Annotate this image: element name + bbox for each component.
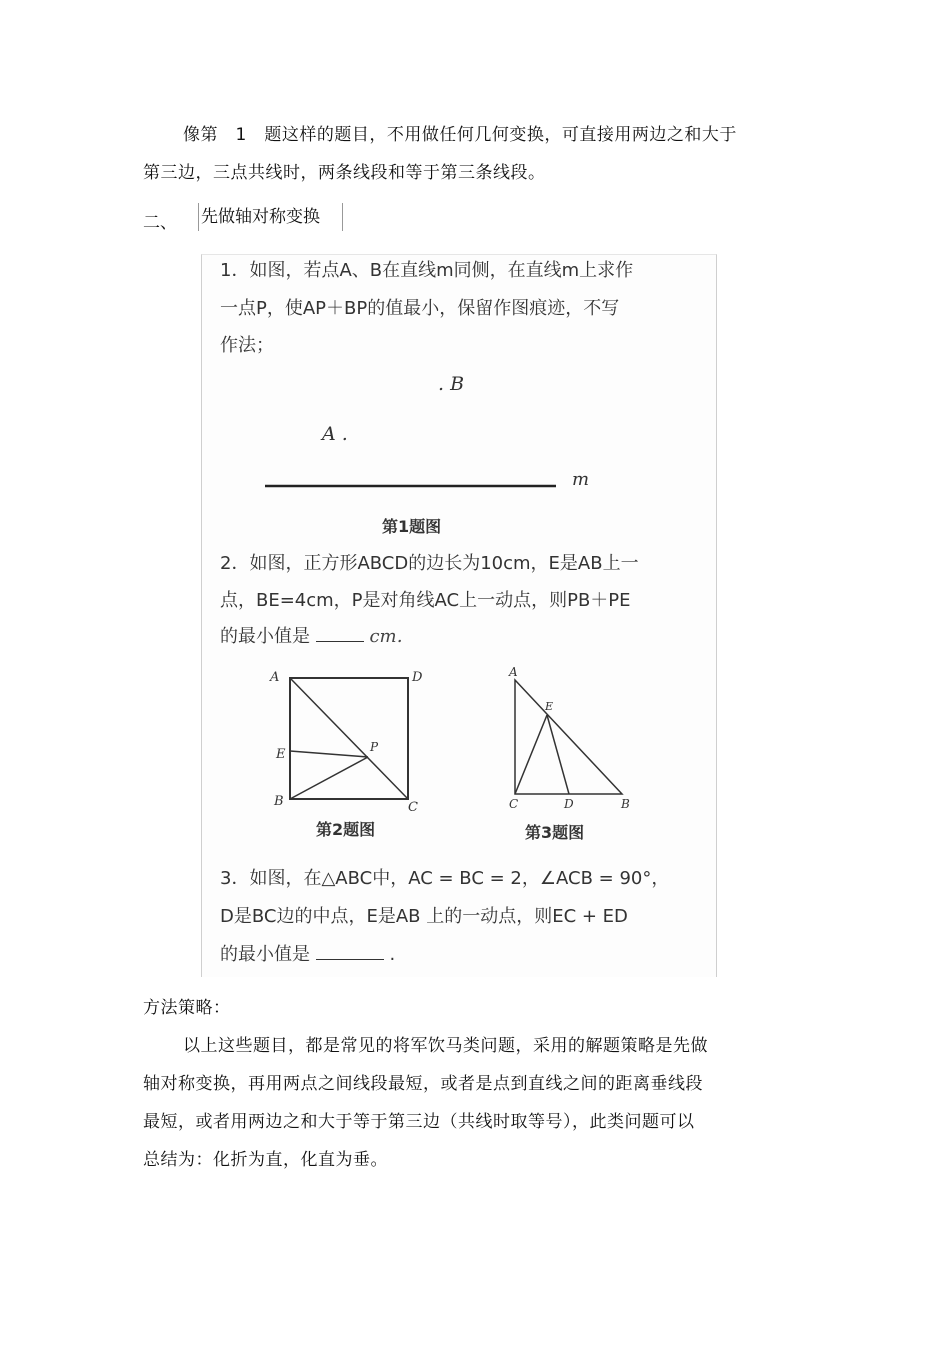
problems-scan — [201, 254, 717, 977]
q2-blank — [316, 625, 364, 642]
q2-label-d: D — [412, 670, 423, 685]
q3-caption: 第3题图 — [525, 823, 585, 842]
q3-label-a: A — [509, 665, 518, 679]
q3-segment-ec — [515, 715, 547, 794]
q1-label-m: m — [572, 469, 590, 490]
q3-line-1: 3．如图，在△ABC中，AC = BC = 2，∠ACB = 90°， — [220, 868, 670, 889]
q3-label-b: B — [621, 797, 630, 811]
q3-label-d: D — [564, 797, 574, 811]
q2-line-3-post: cm． — [369, 626, 415, 647]
q2-label-e: E — [276, 747, 286, 762]
q2-segment-pb — [290, 757, 368, 799]
q3-triangle — [515, 680, 622, 794]
q1-line-3: 作法； — [220, 335, 274, 356]
q1-caption: 第1题图 — [382, 517, 442, 536]
q3-label-c: C — [509, 797, 519, 811]
q2-line-2: 点，BE=4cm，P是对角线AC上一动点，则PB＋PE — [220, 590, 631, 611]
q1-label-a: A . — [322, 423, 348, 445]
strategy-line-1: 以上这些题目，都是常见的将军饮马类问题，采用的解题策略是先做 — [183, 1036, 708, 1056]
q2-line-3-pre: 的最小值是 — [220, 626, 310, 647]
q1-label-b: . B — [438, 373, 465, 395]
q2-line-3 — [220, 625, 415, 648]
q2-diagonal-ac — [290, 678, 408, 799]
q2-caption: 第2题图 — [316, 820, 376, 839]
q2-label-c: C — [408, 800, 418, 815]
strategy-line-2: 轴对称变换，再用两点之间线段最短，或者是点到直线之间的距离垂线段 — [143, 1074, 703, 1094]
q2-label-b: B — [274, 794, 284, 809]
section-title: 先做轴对称变换 — [198, 203, 343, 231]
q3-line-3-post: . — [389, 944, 396, 965]
q3-blank — [316, 943, 384, 960]
q2-label-p: P — [370, 740, 379, 754]
strategy-line-3: 最短，或者用两边之和大于等于第三边（共线时取等号），此类问题可以 — [143, 1112, 695, 1132]
q2-segment-ep — [290, 751, 368, 757]
q3-figure — [497, 660, 657, 830]
section-number: 二、 — [143, 213, 177, 233]
q3-line-3-pre: 的最小值是 — [220, 944, 310, 965]
q1-line-2: 一点P，使AP＋BP的值最小，保留作图痕迹，不写 — [220, 298, 620, 319]
intro-line-1: 像第 1 题这样的题目，不用做任何几何变换，可直接用两边之和大于 — [183, 125, 737, 145]
q2-figure — [262, 663, 522, 833]
q3-line-2: D是BC边的中点，E是AB 上的一动点，则EC + ED — [220, 906, 628, 927]
q1-line-1: 1．如图，若点A、B在直线m同侧，在直线m上求作 — [220, 260, 634, 281]
q2-line-1: 2．如图，正方形ABCD的边长为10cm，E是AB上一 — [220, 553, 639, 574]
strategy-heading: 方法策略： — [143, 998, 231, 1018]
q3-label-e: E — [545, 700, 554, 713]
q3-line-3 — [220, 943, 395, 966]
intro-line-2: 第三边，三点共线时，两条线段和等于第三条线段。 — [143, 163, 546, 183]
q2-label-a: A — [270, 670, 280, 685]
strategy-line-4: 总结为：化折为直，化直为垂。 — [143, 1150, 388, 1170]
q1-figure — [202, 255, 716, 515]
